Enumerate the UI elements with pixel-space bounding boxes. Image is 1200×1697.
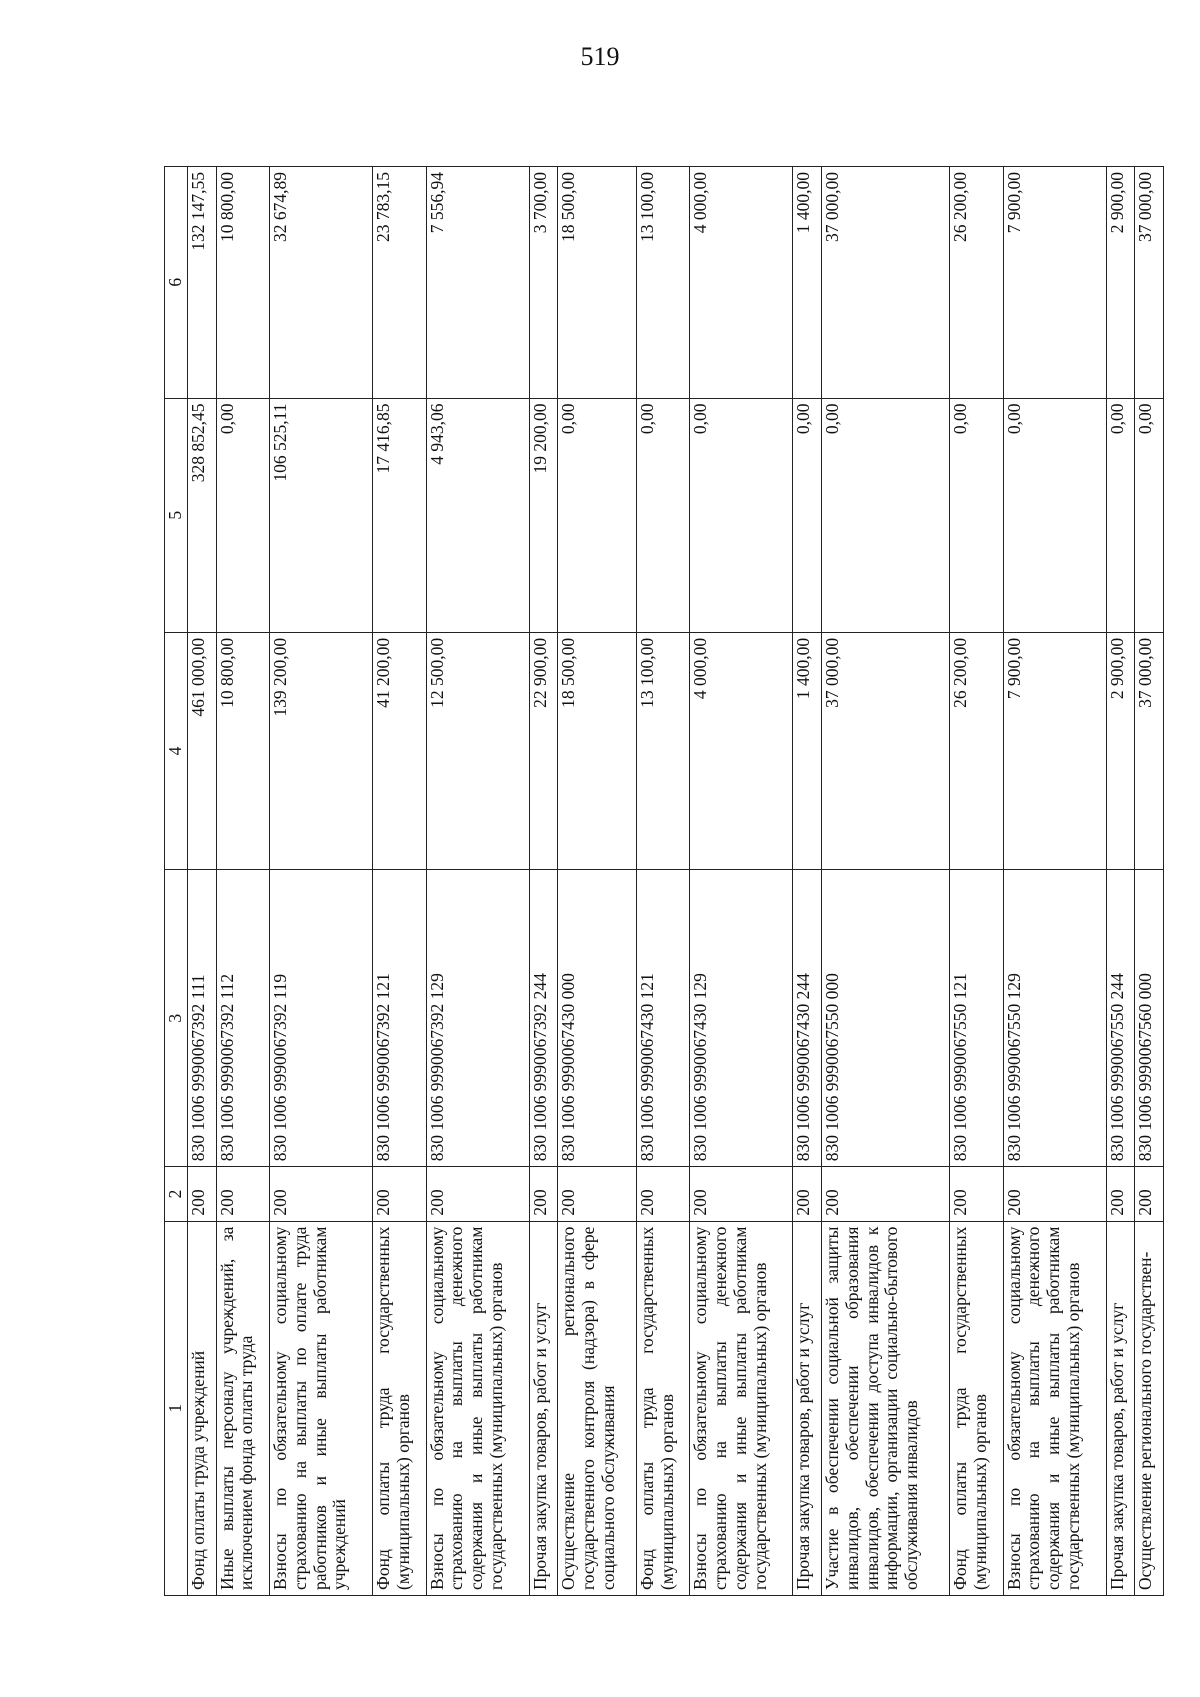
column-header: 3	[165, 870, 188, 1167]
row-code-cell: 200	[216, 1167, 269, 1221]
column-header: 1	[165, 1221, 188, 1595]
row-name-cell: Фонд оплаты труда государственных (муниципальных) органов	[373, 1221, 426, 1595]
row-name-cell: Прочая закупка товаров, работ и услуг	[793, 1221, 822, 1595]
row-code-cell: 200	[1106, 1167, 1135, 1221]
rotated-table-container	[164, 166, 1164, 1596]
row-kbk-cell: 830 1006 9990067430 000	[558, 870, 636, 1167]
row-executed-cell: 106 525,11	[270, 398, 373, 632]
row-plan-cell: 2 900,00	[1106, 632, 1135, 869]
row-name-cell: Прочая закупка товаров, работ и услуг	[529, 1221, 558, 1595]
row-executed-cell: 17 416,85	[373, 398, 426, 632]
row-code-cell: 200	[822, 1167, 950, 1221]
row-name-cell: Взносы по обязательному социальному страхованию на выплаты денежного содержания и иные выплаты работникам государственных (муниципальных) органов	[1003, 1221, 1106, 1595]
row-code-cell: 200	[690, 1167, 793, 1221]
row-plan-cell: 41 200,00	[373, 632, 426, 869]
row-kbk-cell: 830 1006 9990067550 244	[1106, 870, 1135, 1167]
row-code-cell: 200	[529, 1167, 558, 1221]
row-kbk-cell: 830 1006 9990067430 121	[636, 870, 689, 1167]
row-name-cell: Взносы по обязательному социальному страхованию на выплаты денежного содержания и иные выплаты работникам государственных (муниципальных) органов	[426, 1221, 529, 1595]
row-remainder-cell: 1 400,00	[793, 167, 822, 399]
row-name-cell: Участие в обеспечении социальной защиты инвалидов, обеспечении образования инвалидов, обеспечении доступа инвалидов к информации, организации социально-бытового обслуживания инвалидов	[822, 1221, 950, 1595]
row-remainder-cell: 37 000,00	[822, 167, 950, 399]
row-kbk-cell: 830 1006 9990067550 129	[1003, 870, 1106, 1167]
row-executed-cell: 4 943,06	[426, 398, 529, 632]
row-name-cell: Взносы по обязательному социальному страхованию на выплаты по оплате труда работников и иные выплаты работникам учреждений	[270, 1221, 373, 1595]
row-executed-cell: 0,00	[690, 398, 793, 632]
row-plan-cell: 461 000,00	[188, 632, 217, 869]
row-code-cell: 200	[1003, 1167, 1106, 1221]
row-remainder-cell: 7 556,94	[426, 167, 529, 399]
table-header-row	[165, 167, 188, 1596]
table-row	[529, 167, 558, 1596]
row-plan-cell: 37 000,00	[1135, 632, 1164, 869]
row-remainder-cell: 13 100,00	[636, 167, 689, 399]
row-executed-cell: 0,00	[636, 398, 689, 632]
row-kbk-cell: 830 1006 9990067392 244	[529, 870, 558, 1167]
row-plan-cell: 4 000,00	[690, 632, 793, 869]
row-name-cell: Фонд оплаты труда государственных (муниципальных) органов	[636, 1221, 689, 1595]
row-plan-cell: 139 200,00	[270, 632, 373, 869]
table-row	[1106, 167, 1135, 1596]
row-executed-cell: 0,00	[1135, 398, 1164, 632]
row-plan-cell: 37 000,00	[822, 632, 950, 869]
row-plan-cell: 10 800,00	[216, 632, 269, 869]
row-kbk-cell: 830 1006 9990067392 129	[426, 870, 529, 1167]
row-name-cell: Иные выплаты персоналу учреждений, за исключением фонда оплаты труда	[216, 1221, 269, 1595]
row-kbk-cell: 830 1006 9990067392 121	[373, 870, 426, 1167]
row-plan-cell: 13 100,00	[636, 632, 689, 869]
row-kbk-cell: 830 1006 9990067550 000	[822, 870, 950, 1167]
row-kbk-cell: 830 1006 9990067430 129	[690, 870, 793, 1167]
row-executed-cell: 0,00	[1106, 398, 1135, 632]
row-name-cell: Осуществление регионального государственного контроля (надзора) в сфере социального обслуживания	[558, 1221, 636, 1595]
row-plan-cell: 22 900,00	[529, 632, 558, 869]
column-header: 6	[165, 167, 188, 399]
column-header: 2	[165, 1167, 188, 1221]
row-remainder-cell: 23 783,15	[373, 167, 426, 399]
row-remainder-cell: 18 500,00	[558, 167, 636, 399]
budget-table	[164, 166, 1164, 1596]
row-remainder-cell: 26 200,00	[950, 167, 1003, 399]
row-code-cell: 200	[373, 1167, 426, 1221]
row-plan-cell: 26 200,00	[950, 632, 1003, 869]
row-name-cell: Осуществление регионального государствен-	[1135, 1221, 1164, 1595]
row-name-cell: Прочая закупка товаров, работ и услуг	[1106, 1221, 1135, 1595]
row-code-cell: 200	[793, 1167, 822, 1221]
table-row	[270, 167, 373, 1596]
table-row	[1003, 167, 1106, 1596]
table-row	[950, 167, 1003, 1596]
row-executed-cell: 0,00	[950, 398, 1003, 632]
row-plan-cell: 12 500,00	[426, 632, 529, 869]
row-executed-cell: 0,00	[822, 398, 950, 632]
row-executed-cell: 0,00	[1003, 398, 1106, 632]
row-kbk-cell: 830 1006 9990067392 111	[188, 870, 217, 1167]
row-kbk-cell: 830 1006 9990067560 000	[1135, 870, 1164, 1167]
row-executed-cell: 0,00	[558, 398, 636, 632]
row-plan-cell: 1 400,00	[793, 632, 822, 869]
row-kbk-cell: 830 1006 9990067392 119	[270, 870, 373, 1167]
row-plan-cell: 18 500,00	[558, 632, 636, 869]
row-remainder-cell: 32 674,89	[270, 167, 373, 399]
row-kbk-cell: 830 1006 9990067430 244	[793, 870, 822, 1167]
row-remainder-cell: 2 900,00	[1106, 167, 1135, 399]
row-code-cell: 200	[636, 1167, 689, 1221]
row-remainder-cell: 37 000,00	[1135, 167, 1164, 399]
row-name-cell: Фонд оплаты труда учреждений	[188, 1221, 217, 1595]
row-name-cell: Фонд оплаты труда государственных (муниципальных) органов	[950, 1221, 1003, 1595]
row-executed-cell: 19 200,00	[529, 398, 558, 632]
table-row	[690, 167, 793, 1596]
table-row	[558, 167, 636, 1596]
row-executed-cell: 0,00	[216, 398, 269, 632]
row-code-cell: 200	[426, 1167, 529, 1221]
row-remainder-cell: 3 700,00	[529, 167, 558, 399]
row-remainder-cell: 4 000,00	[690, 167, 793, 399]
row-remainder-cell: 132 147,55	[188, 167, 217, 399]
column-header: 5	[165, 398, 188, 632]
table-row	[1135, 167, 1164, 1596]
row-code-cell: 200	[188, 1167, 217, 1221]
table-row	[793, 167, 822, 1596]
table-row	[373, 167, 426, 1596]
table-row	[636, 167, 689, 1596]
row-remainder-cell: 10 800,00	[216, 167, 269, 399]
page-number: 519	[580, 42, 620, 71]
table-body	[188, 167, 1164, 1596]
row-code-cell: 200	[558, 1167, 636, 1221]
table-row	[426, 167, 529, 1596]
table-row	[822, 167, 950, 1596]
table-row	[216, 167, 269, 1596]
row-kbk-cell: 830 1006 9990067550 121	[950, 870, 1003, 1167]
row-name-cell: Взносы по обязательному социальному страхованию на выплаты денежного содержания и иные выплаты работникам государственных (муниципальных) органов	[690, 1221, 793, 1595]
table-row	[188, 167, 217, 1596]
row-remainder-cell: 7 900,00	[1003, 167, 1106, 399]
row-code-cell: 200	[1135, 1167, 1164, 1221]
row-plan-cell: 7 900,00	[1003, 632, 1106, 869]
row-code-cell: 200	[270, 1167, 373, 1221]
column-header: 4	[165, 632, 188, 869]
row-executed-cell: 0,00	[793, 398, 822, 632]
row-executed-cell: 328 852,45	[188, 398, 217, 632]
row-kbk-cell: 830 1006 9990067392 112	[216, 870, 269, 1167]
row-code-cell: 200	[950, 1167, 1003, 1221]
